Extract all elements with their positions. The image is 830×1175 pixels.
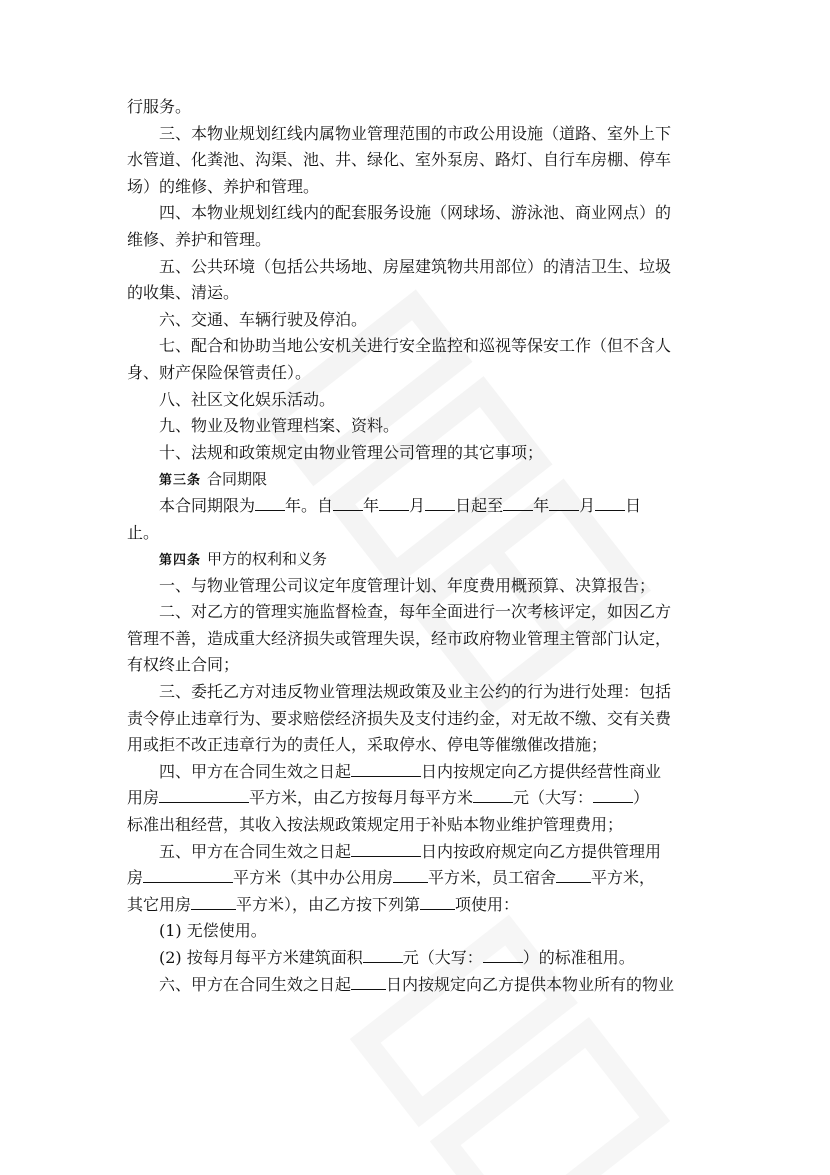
- text-segment: 用房: [127, 788, 160, 808]
- text-line: 三、委托乙方对违反物业管理法规政策及业主公约的行为进行处理：包括: [159, 682, 672, 702]
- article-title: 甲方的权利和义务: [207, 550, 328, 569]
- blank-field: [191, 892, 236, 910]
- text-line: 五、公共环境（包括公共场地、房屋建筑物共用部位）的清洁卫生、垃圾: [159, 256, 672, 276]
- text-line: [127, 972, 707, 999]
- blank-field: [159, 785, 249, 803]
- text-line: [127, 892, 707, 919]
- text-line: 责令停止违章行为、要求赔偿经济损失及支付违约金，对无故不缴、交有关费: [127, 708, 672, 728]
- text-segment: (2) 按每月每平方米建筑面积: [159, 948, 363, 967]
- text-segment: ）: [633, 788, 650, 808]
- text-line: 身、财产保险保管责任）。: [127, 362, 312, 382]
- text-line: 标准出租经营，其收入按法规政策规定用于补贴本物业维护管理费用；: [127, 815, 624, 835]
- text-segment: 年。自: [285, 495, 334, 515]
- text-segment: 日起至: [455, 495, 504, 515]
- blank-field: [333, 493, 363, 511]
- text-segment: 五、甲方在合同生效之日起: [159, 841, 352, 861]
- text-line: [127, 865, 707, 892]
- text-segment: 四、甲方在合同生效之日起: [159, 761, 352, 781]
- blank-field: [425, 493, 455, 511]
- text-line: 二、对乙方的管理实施监督检查，每年全面进行一次考核评定，如因乙方: [159, 602, 672, 622]
- text-segment: 项使用：: [455, 894, 520, 914]
- blank-field: [595, 493, 625, 511]
- text-segment: 本合同期限为: [159, 495, 256, 515]
- text-segment: 日: [625, 495, 642, 515]
- contract-text: [127, 94, 707, 998]
- text-line: 三、本物业规划红线内属物业管理范围的市政公用设施（道路、室外上下: [159, 123, 672, 143]
- article-title: 合同期限: [207, 470, 268, 489]
- text-line: 止。: [127, 522, 160, 542]
- text-line: [127, 785, 707, 812]
- text-line: 行服务。: [127, 97, 192, 116]
- text-line: [127, 839, 707, 866]
- text-segment: 平方米，员工宿舍: [428, 868, 557, 888]
- text-segment: 平方米，由乙方按每月每平方米: [249, 788, 474, 808]
- blank-field: [363, 945, 403, 963]
- blank-field: [393, 865, 428, 883]
- text-segment: 平方米（其中办公用房: [233, 868, 394, 888]
- text-segment: 年: [363, 495, 380, 515]
- text-segment: 元（大写：: [513, 788, 594, 808]
- text-segment: 平方米，: [591, 868, 656, 888]
- text-line: 七、配合和协助当地公安机关进行安全监控和巡视等保安工作（但不含人: [159, 336, 672, 356]
- blank-field: [351, 839, 421, 857]
- text-line: 十、法规和政策规定由物业管理公司管理的其它事项；: [159, 442, 544, 462]
- blank-field: [483, 945, 523, 963]
- blank-field: [593, 785, 633, 803]
- blank-field: [473, 785, 513, 803]
- text-line: 维修、养护和管理。: [127, 229, 272, 249]
- text-line: 一、与物业管理公司议定年度管理计划、年度费用概预算、决算报告；: [159, 575, 656, 595]
- text-segment: 月: [579, 495, 596, 515]
- article-number: 第四条: [159, 553, 202, 569]
- text-segment: 平方米），由乙方按下列第: [236, 894, 421, 914]
- text-line: 九、物业及物业管理档案、资料。: [159, 416, 400, 436]
- text-segment: 房: [127, 868, 144, 888]
- text-segment: 年: [533, 495, 550, 515]
- text-segment: 日内按政府规定向乙方提供管理用: [421, 841, 662, 861]
- text-segment: 其它用房: [127, 894, 192, 914]
- text-segment: 日内按规定向乙方提供经营性商业: [421, 761, 662, 781]
- text-segment: 月: [409, 495, 426, 515]
- text-line: 场）的维修、养护和管理。: [127, 176, 320, 196]
- text-segment: ）的标准租用。: [522, 948, 635, 967]
- text-line: 八、社区文化娱乐活动。: [159, 389, 336, 409]
- text-line: [127, 493, 707, 520]
- text-line: 有权终止合同；: [127, 655, 240, 675]
- blank-field: [255, 493, 285, 511]
- text-segment: 日内按规定向乙方提供本物业所有的物业: [386, 974, 675, 994]
- text-line: (1) 无偿使用。: [159, 921, 267, 941]
- text-line: [127, 945, 707, 972]
- blank-field: [143, 865, 233, 883]
- text-line: 四、本物业规划红线内的配套服务设施（网球场、游泳池、商业网点）的: [159, 203, 672, 223]
- text-segment: 元（大写：: [402, 948, 483, 967]
- article-heading: [127, 546, 707, 573]
- blank-field: [503, 493, 533, 511]
- blank-field: [379, 493, 409, 511]
- text-line: 管理不善，造成重大经济损失或管理失误，经市政府物业管理主管部门认定，: [127, 628, 672, 648]
- text-line: 水管道、化粪池、沟渠、池、井、绿化、室外泵房、路灯、自行车房棚、停车: [127, 150, 672, 170]
- blank-field: [549, 493, 579, 511]
- blank-field: [351, 972, 386, 990]
- blank-field: [556, 865, 591, 883]
- text-segment: 六、甲方在合同生效之日起: [159, 974, 352, 994]
- text-line: 六、交通、车辆行驶及停泊。: [159, 309, 368, 329]
- article-number: 第三条: [159, 473, 202, 489]
- text-line: 用或拒不改正违章行为的责任人，采取停水、停电等催缴催改措施；: [127, 735, 608, 755]
- text-line: [127, 759, 707, 786]
- blank-field: [351, 759, 421, 777]
- text-line: 的收集、清运。: [127, 283, 240, 303]
- article-heading: [127, 466, 707, 493]
- blank-field: [420, 892, 455, 910]
